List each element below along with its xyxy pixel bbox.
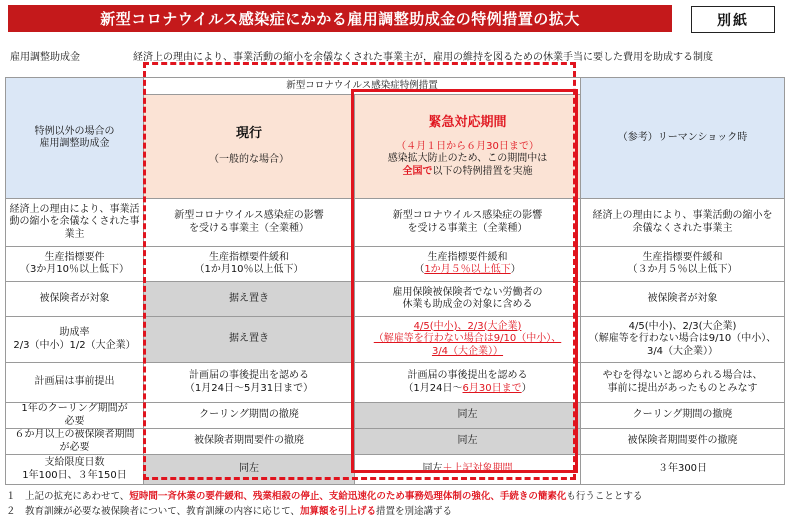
row-label: 計画届は事前提出 [6,363,144,403]
table-cell: 計画届の事後提出を認める （1月24日～6月30日まで） [355,363,581,403]
table-row [6,199,785,247]
table-cell: 生産指標要件緩和 （1か月５％以上低下） [355,247,581,282]
row-label: 被保険者が対象 [6,282,144,317]
row-label: 生産指標要件 （3か月10％以上低下） [6,247,144,282]
header-col2: 現行 （一般的な場合） [144,95,355,199]
table-cell: クーリング期間の撤廃 [144,403,355,429]
row-label: 経済上の理由により、事業活動の縮小を余儀なくされた事業主 [6,199,144,247]
table-row [6,317,785,363]
table-cell: ３年300日 [581,455,785,485]
table-cell: 生産指標要件緩和 （３か月５％以上低下） [581,247,785,282]
table-cell: 計画届の事後提出を認める （1月24日～5月31日まで） [144,363,355,403]
special-measures-header: 新型コロナウイルス感染症特例措置 [144,78,581,95]
table-cell: 同左 [355,429,581,455]
table-cell: 生産指標要件緩和 （1か月10％以上低下） [144,247,355,282]
table-cell: 新型コロナウイルス感染症の影響 を受ける事業主（全業種） [355,199,581,247]
table-cell: 4/5(中小)、2/3(大企業) （解雇等を行わない場合は9/10（中小）、 3/4（大企業）） [581,317,785,363]
table-cell: 同左 [355,403,581,429]
table-cell: 新型コロナウイルス感染症の影響 を受ける事業主（全業種） [144,199,355,247]
page-title: 新型コロナウイルス感染症にかかる雇用調整助成金の特例措置の拡大 [8,5,672,32]
row-label: 支給限度日数 1年100日、３年150日 [6,455,144,485]
table-cell: 据え置き [144,282,355,317]
table-cell: 同左 [144,455,355,485]
row-label: ６か月以上の被保険者期間 が必要 [6,429,144,455]
table-cell: 据え置き [144,317,355,363]
comparison-table [5,77,785,485]
table-row [6,455,785,485]
header-col1: 特例以外の場合の 雇用調整助成金 [6,78,144,199]
table-cell: 経済上の理由により、事業活動の縮小を 余儀なくされた事業主 [581,199,785,247]
table-row [6,247,785,282]
table-cell: 同左＋上記対象期間 [355,455,581,485]
row-label: 助成率 2/3（中小）1/2（大企業） [6,317,144,363]
table-cell: 被保険者期間要件の撤廃 [581,429,785,455]
table-cell: 4/5(中小)、2/3(大企業) （解雇等を行わない場合は9/10（中小）、 3/4（大企業）） [355,317,581,363]
table-cell: クーリング期間の撤廃 [581,403,785,429]
header-col4: （参考）リーマンショック時 [581,78,785,199]
row-label: 1年のクーリング期間が 必要 [6,403,144,429]
attachment-label: 別紙 [691,6,775,33]
note-1: １ 上記の拡充にあわせて、短時間一斉休業の要件緩和、残業相殺の停止、支給迅速化のため事務処理体制の強化、手続きの簡素化も行うこととする [6,491,643,502]
note-2: ２ 教育訓練が必要な被保険者について、教育訓練の内容に応じて、加算額を引上げる措置を別途講ずる [6,506,452,517]
table-row [6,363,785,403]
table-row [6,403,785,429]
intro-text: 経済上の理由により、事業活動の縮小を余儀なくされた事業主が，雇用の維持を図るための休業手当に要した費用を助成する制度 [133,52,713,63]
table-cell: 被保険者が対象 [581,282,785,317]
table-row [6,282,785,317]
intro-label: 雇用調整助成金 [10,52,80,63]
table-cell: 雇用保険被保険者でない労働者の 休業も助成金の対象に含める [355,282,581,317]
table-row [6,429,785,455]
table-cell: 被保険者期間要件の撤廃 [144,429,355,455]
header-col3: 緊急対応期間 （４月１日から６月30日まで） 感染拡大防止のため、この期間中は 全国で以下の特例措置を実施 [355,95,581,199]
table-cell: やむを得ないと認められる場合は、 事前に提出があったものとみなす [581,363,785,403]
